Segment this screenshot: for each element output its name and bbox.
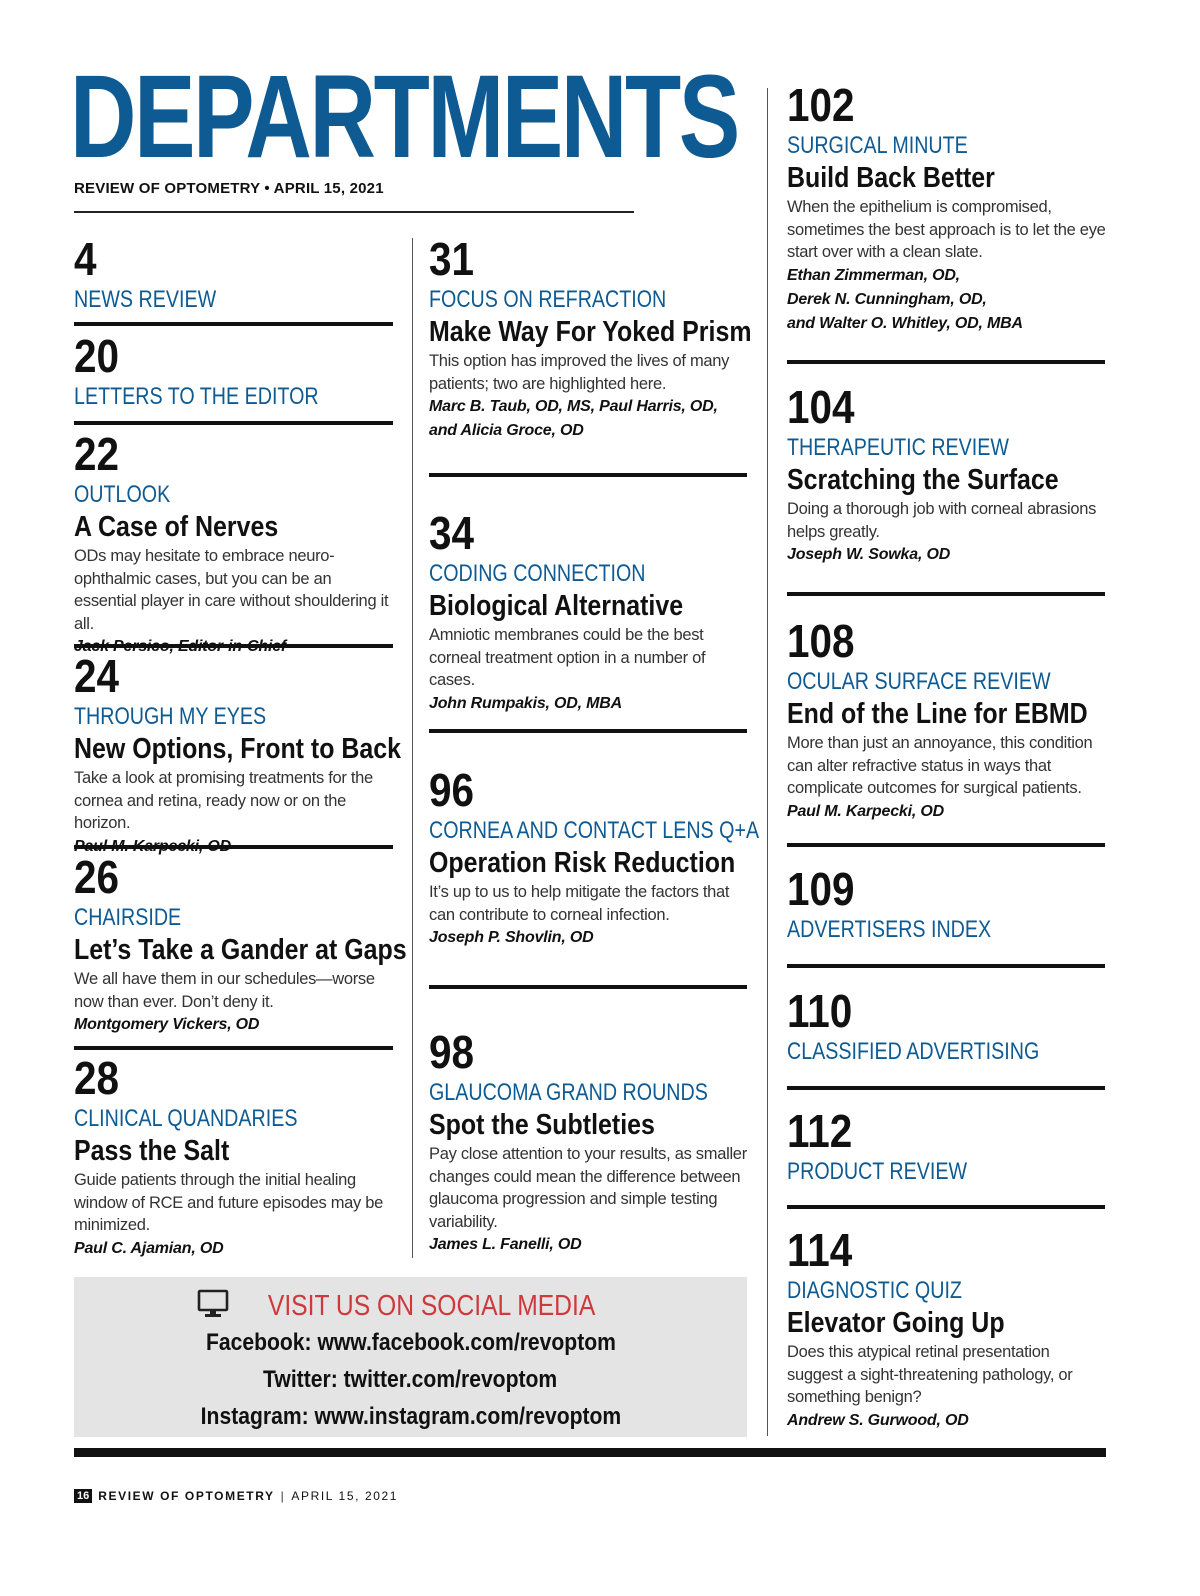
article-title: Operation Risk Reduction [429, 847, 736, 879]
entry-divider [429, 473, 747, 477]
entry-divider [429, 985, 747, 989]
toc-entry[interactable] [74, 851, 407, 1037]
article-description: Take a look at promising treatments for the cornea and retina, ready now or on the horizon. [74, 769, 373, 832]
department-name: ADVERTISERS INDEX [787, 916, 992, 943]
page-number: 112 [787, 1105, 853, 1157]
article-author: Ethan Zimmerman, OD, Derek N. Cunningham, OD, and Walter O. Whitley, OD, MBA [787, 266, 1023, 332]
article-description: It’s up to us to help mitigate the factors that can contribute to corneal infection. [429, 883, 730, 924]
article-description: Guide patients through the initial healing window of RCE and future episodes may be minimized. [74, 1171, 384, 1234]
department-name: OUTLOOK [74, 481, 171, 508]
facebook-link[interactable]: Facebook: www.facebook.com/revoptom [205, 1329, 616, 1356]
toc-entry[interactable] [787, 615, 1107, 824]
article-description: Amniotic membranes could be the best corneal treatment option in a number of cases. [429, 626, 706, 689]
social-heading-row [74, 1289, 747, 1323]
page-number: 34 [429, 507, 475, 559]
social-heading: VISIT US ON SOCIAL MEDIA [267, 1289, 596, 1322]
department-name: CLINICAL QUANDARIES [74, 1105, 298, 1132]
article-author: Andrew S. Gurwood, OD [787, 1411, 969, 1429]
toc-entry[interactable] [429, 233, 752, 443]
article-description: Does this atypical retinal presentation suggest a sight-threatening pathology, or something benign? [787, 1343, 1073, 1406]
article-author: John Rumpakis, OD, MBA [429, 694, 622, 712]
footer-separator: | [280, 1489, 286, 1503]
monitor-icon [197, 1289, 229, 1324]
page-number: 114 [787, 1224, 853, 1276]
page-title: DEPARTMENTS [70, 51, 738, 183]
article-author: Paul M. Karpecki, OD [787, 802, 944, 820]
page-number: 22 [74, 428, 120, 480]
toc-entry[interactable] [74, 428, 396, 659]
page-number: 26 [74, 851, 120, 903]
entry-divider [787, 1086, 1105, 1090]
department-name: GLAUCOMA GRAND ROUNDS [429, 1079, 708, 1106]
entry-divider [74, 845, 393, 849]
article-title: Build Back Better [787, 162, 995, 194]
article-title: A Case of Nerves [74, 511, 279, 543]
entry-divider [787, 1205, 1105, 1209]
department-name: LETTERS TO THE EDITOR [74, 383, 319, 410]
article-description: This option has improved the lives of many patients; two are highlighted here. [429, 352, 730, 393]
toc-entry[interactable] [787, 79, 1107, 336]
toc-entry[interactable] [429, 1026, 749, 1257]
social-media-box [74, 1277, 747, 1437]
entry-divider [74, 421, 393, 425]
department-name: DIAGNOSTIC QUIZ [787, 1277, 962, 1304]
toc-entry[interactable] [787, 1224, 1107, 1433]
entry-divider [787, 964, 1105, 968]
department-name: OCULAR SURFACE REVIEW [787, 668, 1051, 695]
toc-entry[interactable] [787, 863, 1107, 944]
entry-divider [787, 360, 1105, 364]
toc-entry[interactable] [74, 233, 394, 314]
page-number: 20 [74, 330, 120, 382]
article-author: Joseph P. Shovlin, OD [429, 929, 594, 946]
toc-entry[interactable] [787, 381, 1107, 567]
footer-page-number: 16 [74, 1489, 92, 1503]
toc-entry[interactable] [787, 985, 1107, 1066]
issue-subtitle: REVIEW OF OPTOMETRY • APRIL 15, 2021 [74, 180, 384, 197]
department-name: FOCUS ON REFRACTION [429, 286, 667, 313]
bottom-rule [74, 1448, 1106, 1457]
department-name: THROUGH MY EYES [74, 703, 267, 730]
article-title: Biological Alternative [429, 590, 684, 622]
instagram-link[interactable]: Instagram: www.instagram.com/revoptom [200, 1403, 621, 1430]
toc-entry[interactable] [74, 650, 402, 859]
article-author: Montgomery Vickers, OD [74, 1016, 260, 1033]
article-author: Joseph W. Sowka, OD [787, 546, 951, 563]
department-name: PRODUCT REVIEW [787, 1158, 968, 1185]
article-title: Let’s Take a Gander at Gaps [74, 934, 407, 966]
department-name: CODING CONNECTION [429, 560, 646, 587]
page-footer [74, 1489, 398, 1503]
article-title: Elevator Going Up [787, 1307, 1005, 1339]
article-title: New Options, Front to Back [74, 733, 402, 765]
page-number: 4 [74, 233, 97, 285]
toc-entry[interactable] [787, 1105, 1107, 1186]
department-name: THERAPEUTIC REVIEW [787, 434, 1009, 461]
entry-divider [429, 729, 747, 733]
twitter-link[interactable]: Twitter: twitter.com/revoptom [263, 1366, 558, 1393]
column-divider-right [767, 88, 768, 1436]
page-number: 24 [74, 650, 120, 702]
article-author: Marc B. Taub, OD, MS, Paul Harris, OD, and Alicia Groce, OD [429, 398, 718, 439]
article-description: ODs may hesitate to embrace neuro-ophthalmic cases, but you can be an essential player in care without shouldering it all. [74, 547, 389, 633]
page-number: 110 [787, 985, 853, 1037]
entry-divider [74, 322, 393, 326]
article-description: When the epithelium is compromised, sometimes the best approach is to let the eye start over with a clean slate. [787, 198, 1106, 261]
page-number: 96 [429, 764, 475, 816]
article-description: Doing a thorough job with corneal abrasions helps greatly. [787, 500, 1097, 541]
column-divider-left [412, 238, 413, 1258]
entry-divider [787, 592, 1105, 596]
article-title: Scratching the Surface [787, 464, 1059, 496]
page-number: 109 [787, 863, 855, 915]
article-description: We all have them in our schedules—worse now than ever. Don’t deny it. [74, 970, 375, 1011]
article-author: James L. Fanelli, OD [429, 1236, 582, 1253]
page-number: 28 [74, 1052, 120, 1104]
page-number: 31 [429, 233, 475, 285]
article-title: Pass the Salt [74, 1135, 230, 1167]
article-description: Pay close attention to your results, as smaller changes could mean the difference between glaucoma progression and simple testing variability. [429, 1145, 747, 1231]
department-name: CORNEA AND CONTACT LENS Q+A [429, 817, 760, 844]
article-title: End of the Line for EBMD [787, 698, 1088, 730]
article-author: Paul C. Ajamian, OD [74, 1239, 224, 1257]
department-name: CHAIRSIDE [74, 904, 182, 931]
footer-publication: REVIEW OF OPTOMETRY [98, 1489, 275, 1503]
department-name: NEWS REVIEW [74, 286, 217, 313]
entry-divider [787, 843, 1105, 847]
page-number: 102 [787, 79, 855, 131]
article-description: More than just an annoyance, this condition can alter refractive status in ways that complicate outcomes for surgical patients. [787, 734, 1093, 797]
article-title: Make Way For Yoked Prism [429, 316, 752, 348]
page-number: 104 [787, 381, 855, 433]
masthead-divider [74, 211, 634, 213]
toc-entry[interactable] [74, 1052, 396, 1261]
footer-date: APRIL 15, 2021 [291, 1489, 399, 1503]
toc-entry[interactable] [429, 764, 760, 950]
page-number: 98 [429, 1026, 475, 1078]
entry-divider [74, 644, 393, 648]
toc-entry[interactable] [74, 330, 394, 411]
department-name: SURGICAL MINUTE [787, 132, 968, 159]
toc-entry[interactable] [429, 507, 749, 716]
entry-divider [74, 1046, 393, 1050]
department-name: CLASSIFIED ADVERTISING [787, 1038, 1040, 1065]
page-number: 108 [787, 615, 855, 667]
article-title: Spot the Subtleties [429, 1109, 655, 1141]
